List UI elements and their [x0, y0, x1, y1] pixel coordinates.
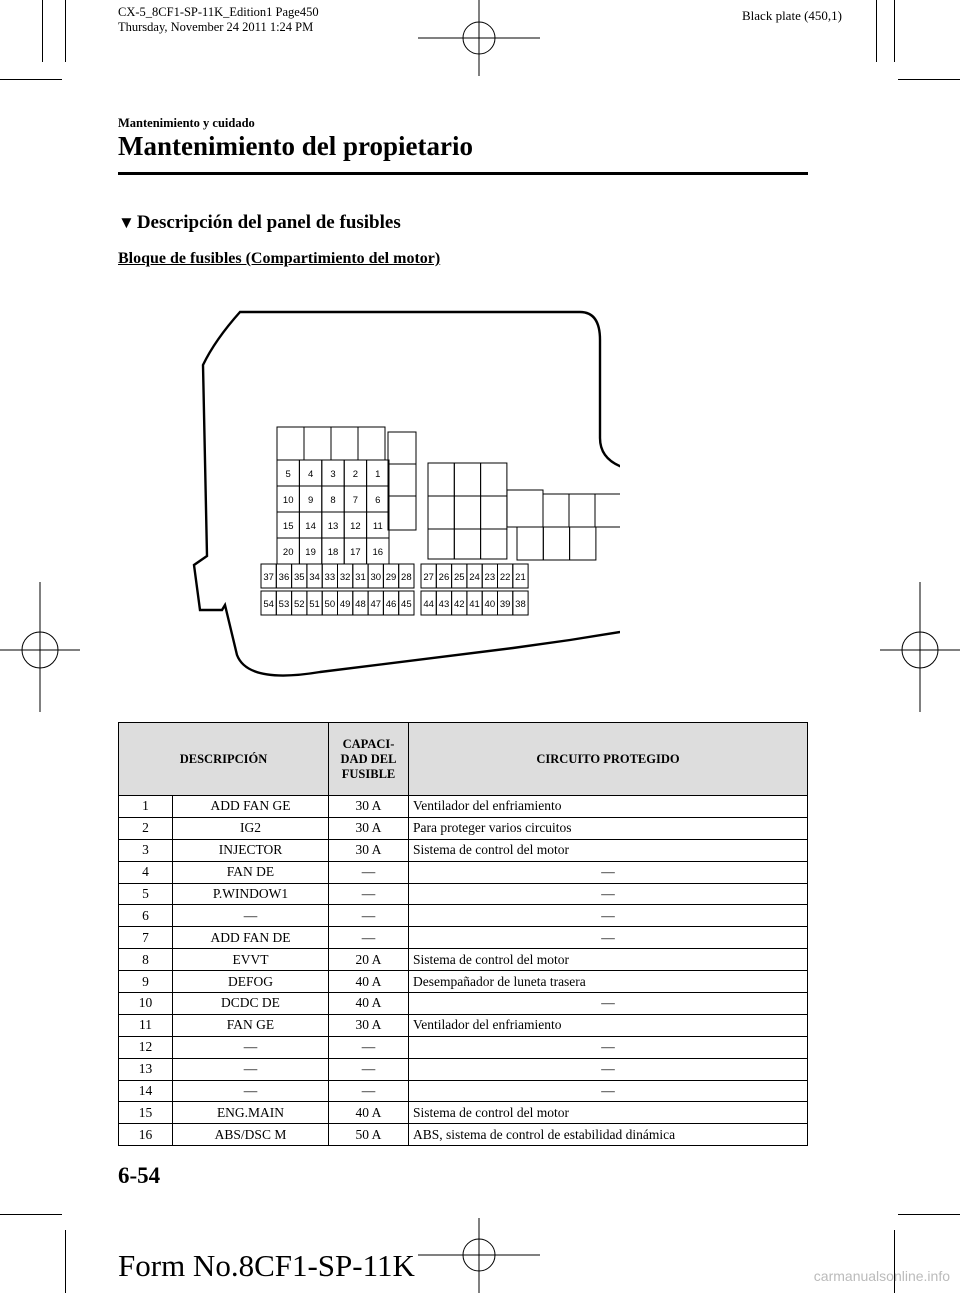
fuse-description: DCDC DE — [173, 993, 329, 1015]
header-circuit: CIRCUITO PROTEGIDO — [409, 723, 808, 796]
fuse-slot — [428, 529, 454, 559]
fuse-number: 2 — [119, 817, 173, 839]
fuse-number-label: 49 — [339, 599, 351, 610]
fuse-number-label: 24 — [469, 572, 480, 583]
header-capacity — [329, 723, 409, 796]
fuse-number-label: 48 — [355, 599, 366, 610]
fuse-description: ADD FAN GE — [173, 796, 329, 818]
fuse-number-label: 39 — [499, 599, 511, 610]
fuse-capacity: 20 A — [329, 949, 409, 971]
fuse-description: ABS/DSC M — [173, 1124, 329, 1146]
fuse-number-label: 22 — [499, 572, 511, 583]
fuse-slot — [517, 527, 543, 560]
fuse-capacity: 30 A — [329, 1014, 409, 1036]
fuse-description: — — [173, 1036, 329, 1058]
fuse-number-label: 44 — [423, 599, 434, 610]
fuse-slot — [428, 463, 454, 496]
table-row — [119, 971, 808, 993]
table-row — [119, 1014, 808, 1036]
fuse-capacity: — — [329, 1036, 409, 1058]
header-description: DESCRIPCIÓN — [119, 723, 329, 796]
fuse-slot — [388, 496, 416, 530]
fuse-capacity: 50 A — [329, 1124, 409, 1146]
fuse-number-label: 34 — [309, 572, 320, 583]
fuse-number-label: 51 — [309, 599, 320, 610]
fuse-number-label: 11 — [372, 521, 383, 532]
table-row — [119, 796, 808, 818]
fuse-number-label: 36 — [278, 572, 290, 583]
fuse-number-label: 7 — [352, 495, 359, 506]
table-row — [119, 1036, 808, 1058]
fuse-capacity: — — [329, 1058, 409, 1080]
fuse-number-label: 12 — [350, 521, 361, 532]
table-row — [119, 905, 808, 927]
fuse-number: 4 — [119, 861, 173, 883]
fuse-number-label: 8 — [330, 495, 336, 506]
protected-circuit: — — [409, 1036, 808, 1058]
fuse-number-label: 28 — [401, 572, 412, 583]
fuse-slot — [481, 496, 507, 529]
print-header-line2: Thursday, November 24 2011 1:24 PM — [118, 20, 314, 34]
protected-circuit: — — [409, 927, 808, 949]
fuse-slot — [331, 427, 358, 460]
fuse-number-label: 43 — [438, 599, 450, 610]
protected-circuit: ABS, sistema de control de estabilidad dinámica — [409, 1124, 808, 1146]
protected-circuit: Sistema de control del motor — [409, 949, 808, 971]
fuse-slot — [595, 494, 620, 527]
fuse-number: 1 — [119, 796, 173, 818]
fuse-description: P.WINDOW1 — [173, 883, 329, 905]
fuse-description: EVVT — [173, 949, 329, 971]
protected-circuit: — — [409, 993, 808, 1015]
fuse-slot — [358, 427, 385, 460]
fuse-number-label: 45 — [401, 599, 412, 610]
print-header-line1: CX-5_8CF1-SP-11K_Edition1 Page450 — [118, 5, 319, 19]
protected-circuit: Desempañador de luneta trasera — [409, 971, 808, 993]
fuse-capacity: — — [329, 861, 409, 883]
fuse-number: 11 — [119, 1014, 173, 1036]
header-capacity-line3: FUSIBLE — [341, 766, 396, 781]
protected-circuit: — — [409, 1058, 808, 1080]
fuse-number-label: 16 — [372, 547, 384, 558]
fuse-number-label: 19 — [305, 547, 316, 558]
fuse-number-label: 10 — [282, 495, 294, 506]
fuse-number-label: 15 — [282, 521, 294, 532]
fuse-number: 13 — [119, 1058, 173, 1080]
fuse-number: 14 — [119, 1080, 173, 1102]
table-header-row — [119, 723, 808, 796]
fuse-number-label: 46 — [385, 599, 397, 610]
title-rule — [118, 172, 808, 175]
fuse-number-label: 18 — [327, 547, 339, 558]
protected-circuit: — — [409, 883, 808, 905]
print-header — [118, 5, 319, 35]
fuse-number: 3 — [119, 839, 173, 861]
fuse-table — [118, 722, 808, 1146]
fuse-number-label: 53 — [278, 599, 290, 610]
table-row — [119, 883, 808, 905]
subheading — [118, 212, 401, 234]
fuse-capacity: — — [329, 927, 409, 949]
fuse-description: INJECTOR — [173, 839, 329, 861]
fuse-description: IG2 — [173, 817, 329, 839]
fuse-number-label: 4 — [307, 469, 314, 480]
fuse-capacity: — — [329, 883, 409, 905]
fuse-number-label: 52 — [293, 599, 305, 610]
fuse-number-label: 6 — [375, 495, 381, 506]
fuse-block-diagram — [170, 300, 620, 685]
table-row — [119, 949, 808, 971]
fuse-description: ADD FAN DE — [173, 927, 329, 949]
fuse-slot — [454, 496, 480, 529]
fuse-number-label: 1 — [375, 469, 381, 480]
fuse-description: ENG.MAIN — [173, 1102, 329, 1124]
fuse-number-label: 30 — [370, 572, 382, 583]
fuse-slot — [454, 463, 480, 496]
table-row — [119, 993, 808, 1015]
fuse-capacity: 40 A — [329, 1102, 409, 1124]
fuse-number-label: 42 — [453, 599, 465, 610]
fuse-number: 16 — [119, 1124, 173, 1146]
table-row — [119, 927, 808, 949]
subheading-text: Descripción del panel de fusibles — [136, 212, 401, 233]
fuse-number-label: 25 — [453, 572, 465, 583]
fuse-slot — [543, 527, 569, 560]
fuse-number-label: 37 — [263, 572, 274, 583]
fuse-description: — — [173, 905, 329, 927]
fuse-slot — [428, 496, 454, 529]
page-number: 6-54 — [118, 1163, 161, 1188]
fuse-slot — [481, 529, 507, 559]
fuse-number-label: 40 — [484, 599, 496, 610]
fuse-number-label: 38 — [515, 599, 526, 610]
fuse-number-label: 20 — [282, 547, 294, 558]
fuse-number-label: 29 — [385, 572, 397, 583]
fuse-capacity: 30 A — [329, 839, 409, 861]
header-capacity-line2: DAD DEL — [340, 751, 397, 766]
fuse-slot — [481, 463, 507, 496]
fuse-number: 15 — [119, 1102, 173, 1124]
protected-circuit: — — [409, 861, 808, 883]
fuse-capacity: 40 A — [329, 971, 409, 993]
fuse-number: 5 — [119, 883, 173, 905]
table-row — [119, 861, 808, 883]
fuse-capacity: — — [329, 1080, 409, 1102]
fuse-number: 7 — [119, 927, 173, 949]
protected-circuit: — — [409, 1080, 808, 1102]
fuse-number-label: 21 — [515, 572, 526, 583]
protected-circuit: Sistema de control del motor — [409, 839, 808, 861]
fuse-number-label: 31 — [355, 572, 366, 583]
fuse-capacity: 30 A — [329, 817, 409, 839]
triangle-down-icon: ▼ — [118, 213, 135, 232]
fuse-description: FAN GE — [173, 1014, 329, 1036]
fuse-slot — [388, 432, 416, 464]
fuse-number-label: 17 — [350, 547, 361, 558]
fuse-number: 10 — [119, 993, 173, 1015]
protected-circuit: Sistema de control del motor — [409, 1102, 808, 1124]
block-title: Bloque de fusibles (Compartimiento del motor) — [118, 250, 441, 267]
table-row — [119, 839, 808, 861]
fuse-slot — [304, 427, 331, 460]
fuse-number-label: 26 — [438, 572, 450, 583]
fuse-number-label: 9 — [307, 495, 314, 506]
fuse-description: — — [173, 1080, 329, 1102]
fuse-number-label: 47 — [370, 599, 382, 610]
fuse-slot — [543, 494, 569, 527]
fuse-number-label: 3 — [330, 469, 336, 480]
fuse-number-label: 33 — [324, 572, 336, 583]
watermark: carmanualsonline.info — [813, 1268, 950, 1284]
fuse-capacity: 30 A — [329, 796, 409, 818]
fuse-slot — [454, 529, 480, 559]
form-number: Form No.8CF1-SP-11K — [118, 1248, 415, 1283]
protected-circuit: Ventilador del enfriamiento — [409, 796, 808, 818]
table-row — [119, 1124, 808, 1146]
fuse-number-label: 27 — [423, 572, 434, 583]
fuse-number-label: 14 — [305, 521, 316, 532]
plate-label: Black plate (450,1) — [742, 8, 842, 23]
fuse-number-label: 50 — [324, 599, 336, 610]
fuse-number-label: 32 — [339, 572, 351, 583]
fuse-capacity: 40 A — [329, 993, 409, 1015]
table-row — [119, 1102, 808, 1124]
section-label: Mantenimiento y cuidado — [118, 116, 255, 130]
fuse-number-label: 13 — [327, 521, 339, 532]
page-title: Mantenimiento del propietario — [118, 131, 473, 161]
fuse-number-label: 41 — [469, 599, 480, 610]
fuse-slot — [570, 527, 596, 560]
fuse-number: 6 — [119, 905, 173, 927]
protected-circuit: Para proteger varios circuitos — [409, 817, 808, 839]
fuse-number-label: 5 — [285, 469, 291, 480]
fuse-description: DEFOG — [173, 971, 329, 993]
protected-circuit: — — [409, 905, 808, 927]
table-row — [119, 817, 808, 839]
fuse-number-label: 23 — [484, 572, 496, 583]
fuse-number: 9 — [119, 971, 173, 993]
fuse-slot — [507, 490, 543, 527]
header-capacity-line1: CAPACI- — [342, 736, 395, 751]
fuse-capacity: — — [329, 905, 409, 927]
fuse-number-label: 54 — [263, 599, 274, 610]
fuse-number: 12 — [119, 1036, 173, 1058]
fuse-description: — — [173, 1058, 329, 1080]
fuse-number-label: 35 — [293, 572, 305, 583]
fuse-description: FAN DE — [173, 861, 329, 883]
table-row — [119, 1080, 808, 1102]
protected-circuit: Ventilador del enfriamiento — [409, 1014, 808, 1036]
fuse-slot — [277, 427, 304, 460]
fuse-number: 8 — [119, 949, 173, 971]
table-row — [119, 1058, 808, 1080]
fuse-number-label: 2 — [352, 469, 359, 480]
fuse-slot — [569, 494, 595, 527]
fuse-slot — [388, 464, 416, 496]
